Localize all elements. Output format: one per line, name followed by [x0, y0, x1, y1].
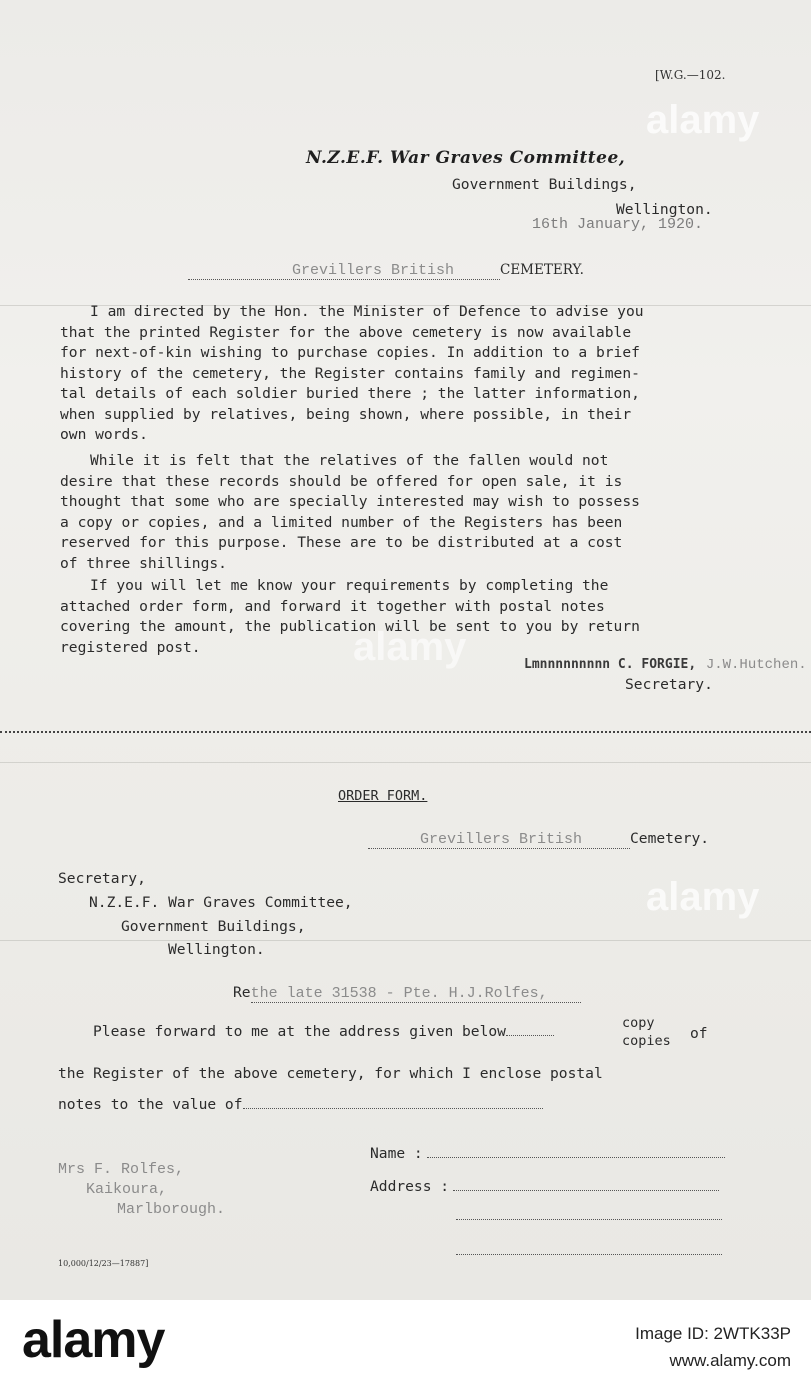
copies-label: copies — [622, 1033, 671, 1049]
address-line-1: Government Buildings, — [452, 176, 637, 193]
register-text: the Register of the above cemetery, for which I enclose postal — [58, 1065, 603, 1082]
struck-signatory: Lmnnnnnnnnn C. FORGIE, — [524, 657, 697, 672]
order-form-title: ORDER FORM. — [338, 788, 428, 804]
text-line: attached order form, and forward it together with postal notes — [60, 597, 605, 615]
watermark-logo: alamy — [646, 875, 760, 919]
image-id: Image ID: 2WTK33P — [635, 1324, 791, 1343]
paragraph-1 — [60, 302, 740, 446]
re-line — [233, 982, 581, 1003]
addressee-line: Government Buildings, — [121, 918, 306, 935]
sender-line: Kaikoura, — [86, 1181, 168, 1198]
cemetery-name-typed: Grevillers British — [188, 262, 500, 280]
stock-logo: alamy — [22, 1311, 165, 1369]
order-cemetery-typed: Grevillers British — [368, 831, 630, 849]
address-line-2: Wellington. — [616, 201, 713, 218]
cemetery-heading — [188, 259, 584, 280]
text-line: thought that some who are specially interested may wish to possess — [60, 493, 640, 510]
addressee-line: Secretary, — [58, 870, 146, 887]
text-line: of three shillings. — [60, 554, 227, 572]
re-label: Re — [233, 984, 251, 1001]
name-row — [370, 1145, 725, 1162]
sender-line: Mrs F. Rolfes, — [58, 1161, 185, 1178]
letter-date: 16th January, 1920. — [532, 216, 704, 233]
text-line: that the printed Register for the above cemetery is now available — [60, 323, 632, 341]
order-cemetery-label: Cemetery. — [630, 830, 710, 847]
text-line: own words. — [60, 426, 148, 443]
text-line: for next-of-kin wishing to purchase copies. In addition to a brief — [60, 344, 640, 361]
notes-value-blank[interactable] — [243, 1108, 543, 1109]
text-line: covering the amount, the publication will be sent to you by return — [60, 618, 640, 635]
org-title: N.Z.E.F. War Graves Committee, — [306, 148, 626, 168]
stock-footer — [0, 1300, 811, 1390]
stock-meta — [635, 1320, 791, 1374]
addressee-line: Wellington. — [168, 941, 265, 958]
address-field-3[interactable] — [456, 1240, 722, 1255]
address-row — [370, 1178, 719, 1195]
notes-line — [58, 1096, 543, 1113]
watermark-logo: alamy — [353, 625, 467, 669]
typed-signatory: J.W.Hutchen. — [705, 657, 807, 673]
address-field-2[interactable] — [456, 1205, 722, 1220]
stock-url[interactable]: www.alamy.com — [669, 1351, 791, 1370]
text-line: I am directed by the Hon. the Minister of Defence to advise you — [90, 303, 644, 320]
text-line: a copy or copies, and a limited number of the Registers has been — [60, 513, 623, 531]
text-line: history of the cemetery, the Register contains family and regimen- — [60, 364, 640, 382]
text-line: If you will let me know your requirements by completing the — [90, 577, 609, 594]
signatory-title: Secretary. — [625, 676, 713, 693]
addressee-line: N.Z.E.F. War Graves Committee, — [89, 894, 353, 911]
name-field[interactable] — [427, 1157, 725, 1158]
sender-address — [58, 1160, 225, 1220]
address-label: Address : — [370, 1178, 450, 1195]
text-line: registered post. — [60, 638, 201, 656]
paragraph-2 — [60, 451, 740, 574]
copy-label: copy — [622, 1015, 655, 1031]
forward-text: Please forward to me at the address given below — [93, 1023, 506, 1040]
cemetery-label: CEMETERY. — [500, 262, 584, 278]
forward-line — [93, 1023, 554, 1040]
text-line: tal details of each soldier buried there ; the latter information, — [60, 385, 640, 402]
print-code: 10,000/12/23—17887] — [58, 1259, 149, 1268]
text-line: While it is felt that the relatives of the fallen would not — [90, 452, 609, 469]
of-label: of — [690, 1025, 708, 1042]
signature-block — [524, 653, 807, 673]
text-line: reserved for this purpose. These are to be distributed at a cost — [60, 534, 623, 551]
name-label: Name : — [370, 1145, 423, 1162]
sender-line: Marlborough. — [117, 1201, 226, 1218]
watermark-logo: alamy — [646, 98, 760, 142]
text-line: desire that these records should be offered for open sale, it is — [60, 472, 623, 490]
text-line: when supplied by relatives, being shown, where possible, in their — [60, 405, 632, 423]
notes-text: notes to the value of — [58, 1096, 243, 1113]
re-soldier-typed: the late 31538 - Pte. H.J.Rolfes, — [251, 985, 581, 1003]
address-field-1[interactable] — [453, 1190, 719, 1191]
copies-blank[interactable] — [506, 1035, 554, 1036]
form-code: [W.G.—102. — [655, 68, 726, 82]
order-cemetery-line — [368, 828, 709, 849]
tear-line — [0, 731, 811, 733]
